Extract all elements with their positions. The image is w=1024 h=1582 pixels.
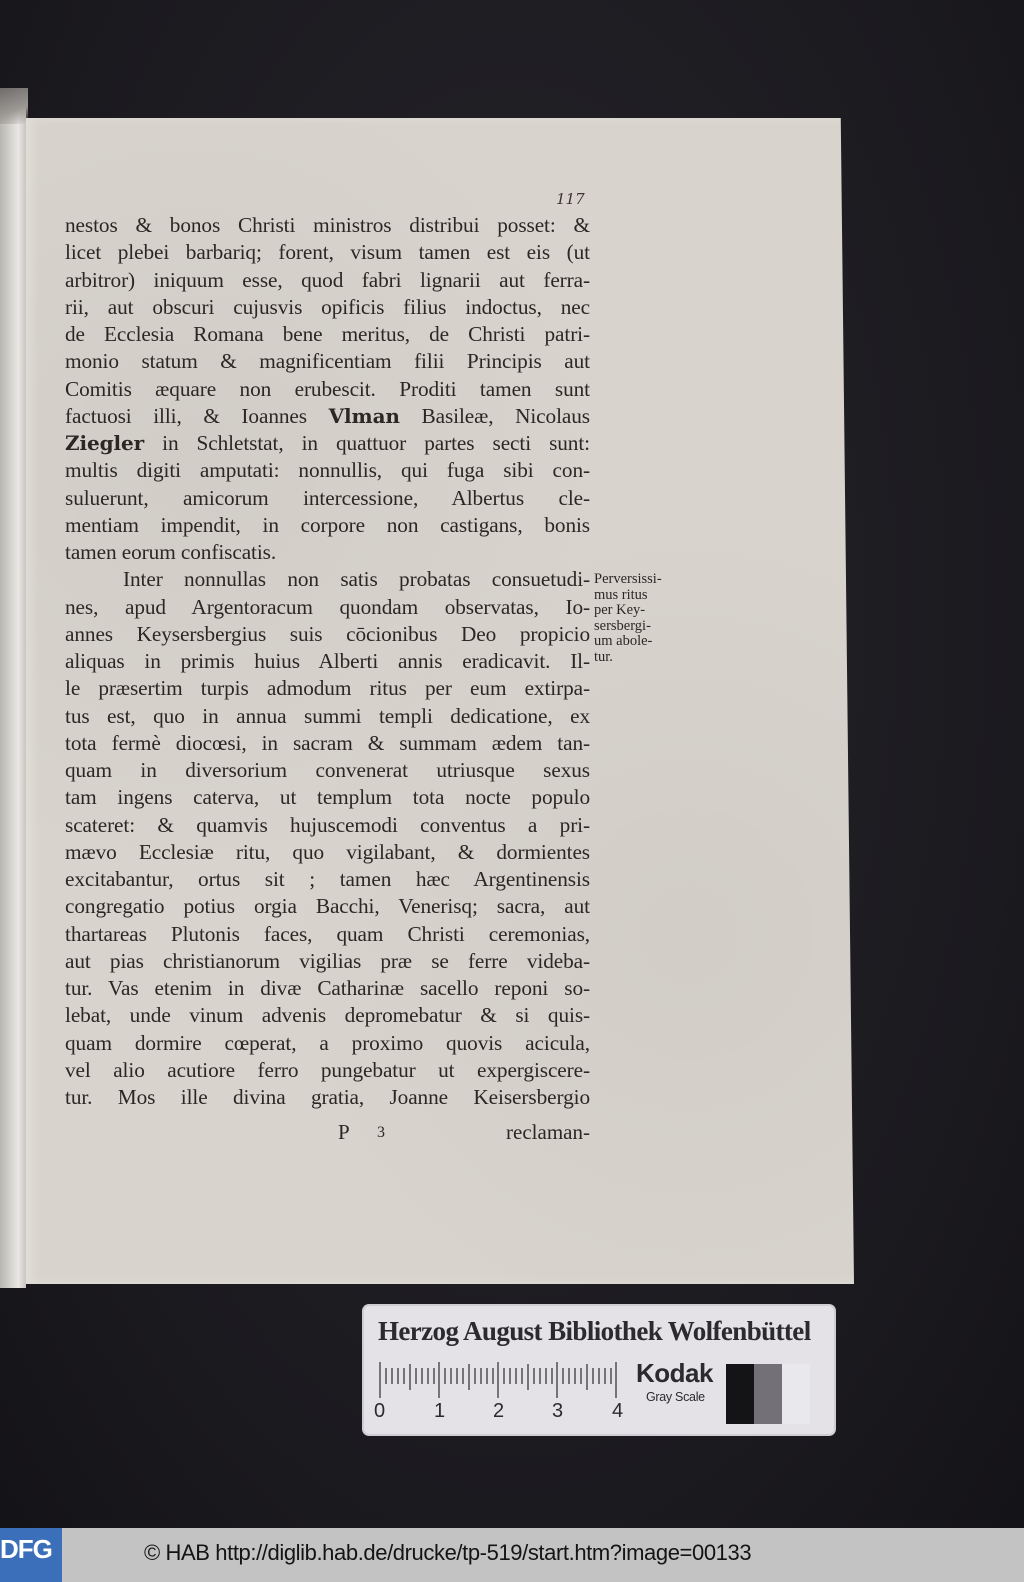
text-line: suluerunt, amicorum intercessione, Albertus cle- [65, 485, 590, 510]
text-fragment: Basileæ, Nicolaus [421, 403, 590, 428]
text-line: arbitror) iniquum esse, quod fabri lignarii aut ferra- [65, 267, 590, 292]
catchword: reclaman- [506, 1120, 590, 1144]
ruler-label: 2 [493, 1400, 505, 1422]
text-line: quam dormire cœperat, a proximo quovis acicula, [65, 1030, 590, 1055]
ruler-label: 1 [434, 1400, 446, 1422]
text-line: thartareas Plutonis faces, quam Christi ceremonias, [65, 921, 590, 946]
marginal-note [594, 572, 684, 666]
marginal-line: sersbergi- [594, 617, 651, 634]
marginal-line: um abole- [594, 633, 653, 650]
text-line: aut pias christianorum vigilias præ se ferre videba- [65, 948, 590, 973]
text-line: nes, apud Argentoracum quondam observatas, Io- [65, 594, 590, 619]
text-line: tam ingens caterva, ut templum tota nocte populo [65, 785, 590, 810]
text-line: tus est, quo in annua summi templi dedicatione, ex [65, 703, 590, 728]
ruler-label: 0 [374, 1400, 386, 1422]
text-fragment: factuosi illi, & Ioannes [65, 403, 307, 428]
library-name: Herzog August Bibliothek Wolfenbüttel [378, 1316, 811, 1346]
color-target-card [364, 1306, 834, 1434]
text-line: tur. Vas etenim in divæ Catharinæ sacello reponi so- [65, 976, 590, 1000]
signature-line [65, 1120, 590, 1148]
blackletter-name: Vlman [328, 403, 400, 428]
ruler-label: 4 [612, 1400, 624, 1422]
text-line: le præsertim turpis admodum ritus per eum extirpa- [65, 676, 590, 701]
text-line: annes Keysersbergius suis cōcionibus Deo propicio [65, 621, 590, 646]
text-line: scateret: & quamvis hujuscemodi conventus a pri- [65, 812, 590, 837]
ruler-scale-icon [378, 1360, 618, 1400]
marginal-line: mus ritus [594, 586, 648, 603]
marginal-line: per Key- [594, 602, 646, 619]
page-number: 117 [556, 190, 585, 208]
marginal-line: Perversissi- [594, 571, 662, 587]
text-line: aliquas in primis huius Alberti annis eradicavit. Il- [65, 649, 590, 673]
text-line: tota fermè diocœsi, in sacram & summam ædem tan- [65, 730, 590, 755]
text-line [65, 403, 590, 430]
kodak-logo: Kodak [636, 1358, 713, 1388]
blackletter-name: Ziegler [65, 431, 145, 455]
text-line: vel alio acutiore ferro pungebatur ut expergiscere- [65, 1057, 590, 1082]
text-line: congregatio potius orgia Bacchi, Venerisq; sacra, aut [65, 894, 590, 919]
gray-patch-black [726, 1364, 754, 1424]
text-line: de Ecclesia Romana bene meritus, de Christi patri- [65, 322, 590, 346]
text-line: mævo Ecclesiæ ritu, quo vigilabant, & dormientes [65, 839, 590, 864]
text-line [65, 430, 590, 457]
copyright-link[interactable]: © HAB http://diglib.hab.de/drucke/tp-519/start.htm?image=00133 [144, 1540, 752, 1565]
text-line: nestos & bonos Christi ministros distribui posset: & [65, 213, 590, 237]
text-line: tur. Mos ille divina gratia, Joanne Keisersbergio [65, 1085, 590, 1109]
leaf-shadow [0, 88, 28, 124]
ruler-labels [372, 1400, 642, 1424]
text-line: lebat, unde vinum advenis depromebatur & si quis- [65, 1003, 590, 1028]
text-fragment: in Schletstat, in quattuor partes secti sunt: [162, 431, 590, 455]
text-line: Inter nonnullas non satis probatas consuetudi- [123, 567, 590, 592]
text-line: Comitis æquare non erubescit. Proditi tamen sunt [65, 376, 590, 401]
marginal-line: tur. [594, 648, 613, 665]
gray-scale-patches [726, 1364, 810, 1424]
text-line: mentiam impendit, in corpore non castigans, bonis [65, 512, 590, 537]
text-line: tamen eorum confiscatis. [65, 540, 277, 564]
text-line: excitabantur, ortus sit ; tamen hæc Argentinensis [65, 867, 590, 891]
text-line: quam in diversorium convenerat utriusque sexus [65, 758, 590, 782]
dfg-logo: DFG [0, 1528, 62, 1582]
gray-patch-mid [754, 1364, 782, 1424]
text-line: rii, aut obscuri cujusvis opificis filius indoctus, nec [65, 294, 590, 319]
text-line: multis digiti amputati: nonnullis, qui fuga sibi con- [65, 458, 590, 483]
gray-patch-white [782, 1364, 810, 1424]
gray-scale-label: Gray Scale [646, 1390, 705, 1404]
text-line: licet plebei barbariq; forent, visum tamen est eis (ut [65, 240, 590, 265]
text-line: monio statum & magnificentiam filii Principis aut [65, 349, 590, 374]
signature-number: 3 [377, 1124, 385, 1141]
ruler-label: 3 [552, 1400, 564, 1422]
previous-leaf-edge [0, 88, 26, 1288]
body-text [65, 212, 590, 1111]
signature-mark: P [338, 1120, 350, 1144]
